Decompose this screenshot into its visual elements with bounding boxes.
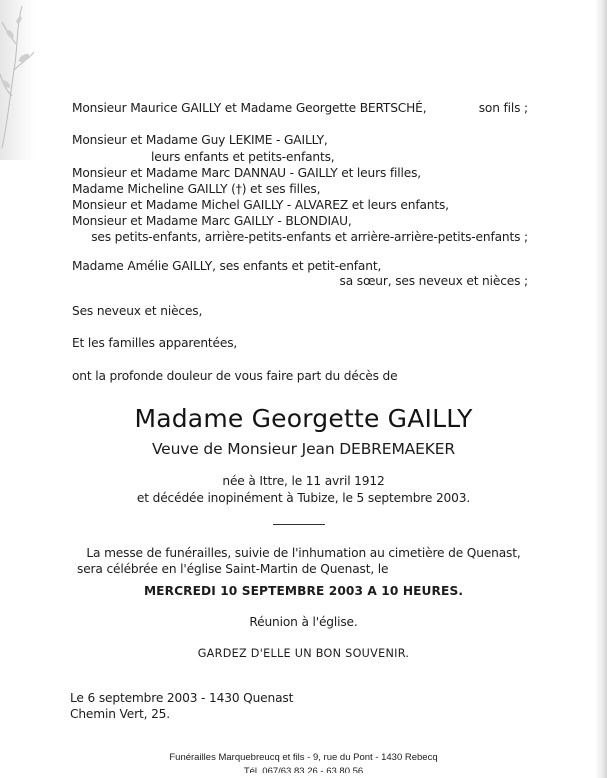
family-line: Madame Micheline GAILLY (†) et ses filles,	[72, 182, 321, 196]
floral-ornament-icon	[0, 0, 40, 150]
ceremony-line: La messe de funérailles, suivie de l'inhumation au cimetière de Quenast,	[86, 546, 521, 560]
family-line: Monsieur et Madame Marc GAILLY - BLONDIAU,	[72, 214, 352, 228]
family-line: Monsieur et Madame Michel GAILLY - ALVAREZ et leurs enfants,	[72, 198, 449, 212]
family-line-son-relation: son fils ;	[478, 101, 528, 115]
family-line: ses petits-enfants, arrière-petits-enfants et arrière-arrière-petits-enfants ;	[91, 230, 528, 244]
birth-line: née à Ittre, le 11 avril 1912	[222, 474, 385, 488]
ceremony-line: sera célébrée en l'église Saint-Martin de Quenast, le	[77, 562, 389, 576]
address-date-line: Le 6 septembre 2003 - 1430 Quenast	[70, 691, 294, 705]
memory-line: GARDEZ D'ELLE UN BON SOUVENIR.	[197, 647, 410, 660]
family-line: Madame Amélie GAILLY, ses enfants et petit-enfant,	[72, 259, 382, 273]
family-line: Monsieur et Madame Marc DANNAU - GAILLY et leurs filles,	[72, 166, 421, 180]
family-line-son: Monsieur Maurice GAILLY et Madame Georgette BERTSCHÉ,	[72, 101, 427, 115]
family-line: leurs enfants et petits-enfants,	[151, 150, 335, 164]
nephews-line: Ses neveux et nièces,	[72, 304, 203, 318]
families-line: Et les familles apparentées,	[72, 336, 238, 350]
widow-of-line: Veuve de Monsieur Jean DEBREMAEKER	[151, 440, 456, 458]
address-street-line: Chemin Vert, 25.	[70, 707, 170, 721]
family-line: Monsieur et Madame Guy LEKIME - GAILLY,	[72, 133, 328, 147]
funeral-home-line: Funérailles Marquebreucq et fils - 9, rue du Pont - 1430 Rebecq	[169, 752, 438, 763]
funeral-home-phone: Tél. 067/63.83.26 - 63.80.56	[243, 766, 364, 773]
ceremony-datetime: MERCREDI 10 SEPTEMBRE 2003 A 10 HEURES.	[143, 584, 464, 598]
family-line: sa sœur, ses neveux et nièces ;	[339, 274, 528, 288]
reunion-line: Réunion à l'église.	[249, 615, 358, 629]
deceased-name: Madame Georgette GAILLY	[134, 404, 473, 433]
announcement-line: ont la profonde douleur de vous faire part du décès de	[72, 369, 398, 383]
separator-line	[273, 524, 325, 525]
page-shadow-right	[595, 0, 607, 778]
death-line: et décédée inopinément à Tubize, le 5 septembre 2003.	[136, 491, 471, 505]
footer-phone-clip	[0, 766, 607, 773]
